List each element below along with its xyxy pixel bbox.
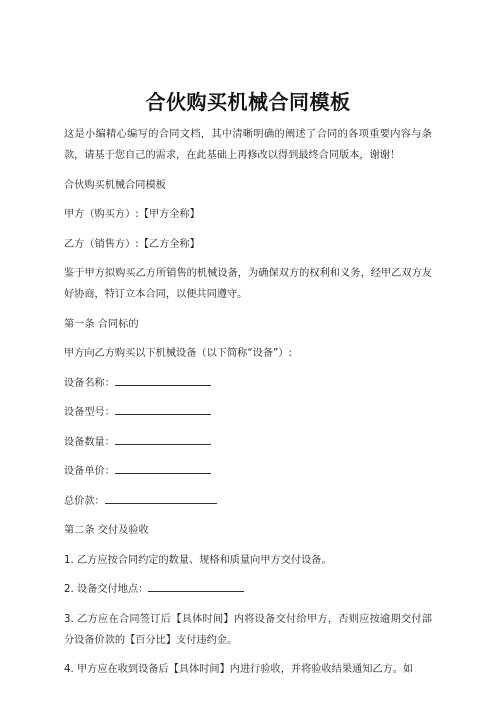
blank-line	[115, 463, 211, 474]
item2-label: 2. 设备交付地点：	[64, 584, 149, 595]
field-total-price	[64, 491, 432, 512]
field-equipment-model	[64, 402, 432, 423]
article2-item4: 4. 甲方应在收到设备后【具体时间】内进行验收，并将验收结果通知乙方。如	[64, 664, 414, 675]
article1-lead: 甲方向乙方购买以下机械设备（以下简称“设备”）:	[64, 348, 292, 359]
field-equipment-name	[64, 373, 432, 394]
field-label: 设备名称：	[64, 377, 115, 389]
party-b-line: 乙方（销售方）:【乙方全称】	[64, 238, 200, 250]
blank-line	[105, 493, 217, 504]
article2-item3: 3. 乙方应在合同签订后【具体时间】内将设备交付给甲方，否则应按逾期交付部分设备价款的【百分比】支付违约金。	[64, 613, 432, 646]
blank-line	[115, 375, 211, 386]
preamble-paragraph: 鉴于甲方拟购买乙方所销售的机械设备，为确保双方的权利和义务，经甲乙双方友好协商，特订立本合同，以便共同遵守。	[64, 268, 432, 300]
field-label: 设备数量：	[64, 436, 115, 448]
blank-line	[115, 404, 211, 415]
blank-line	[148, 581, 244, 592]
blank-line	[115, 434, 211, 445]
field-label: 总价款：	[64, 495, 105, 507]
field-equipment-quantity	[64, 432, 432, 453]
subtitle-line: 合伙购买机械合同模板	[64, 179, 166, 191]
document-title: 合伙购买机械合同模板	[145, 90, 351, 114]
article2-item1: 1. 乙方应按合同约定的数量、规格和质量向甲方交付设备。	[64, 554, 332, 566]
intro-paragraph: 这是小编精心编写的合同文档，其中清晰明确的阐述了合同的各项重要内容与条款，请基于您自己的需求，在此基础上再修改以得到最终合同版本，谢谢！	[64, 129, 432, 161]
article2-item2	[64, 579, 432, 600]
article1-heading: 第一条 合同标的	[64, 318, 139, 330]
party-a-line: 甲方（购买方）:【甲方全称】	[64, 209, 200, 220]
field-unit-price	[64, 461, 432, 482]
article2-heading: 第二条 交付及验收	[64, 525, 149, 536]
field-label: 设备单价：	[64, 466, 115, 477]
field-label: 设备型号：	[64, 407, 115, 418]
document-body	[64, 124, 432, 689]
